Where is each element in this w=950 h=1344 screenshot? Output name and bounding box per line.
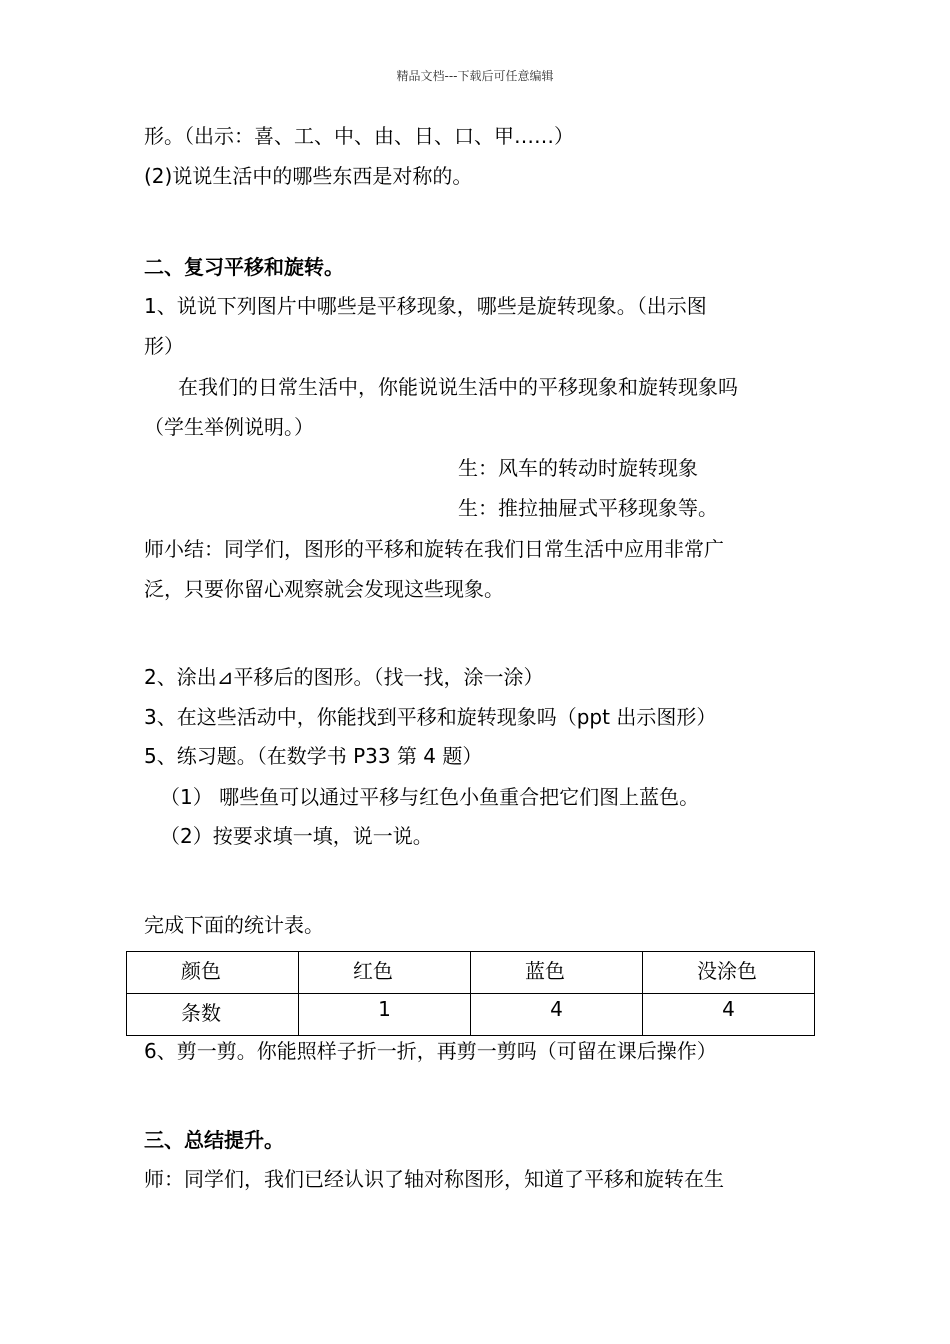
text-line: 泛，只要你留心观察就会发现这些现象。	[144, 577, 504, 601]
text-line: 在我们的日常生活中，你能说说生活中的平移现象和旋转现象吗	[178, 375, 738, 399]
statistics-table	[126, 951, 815, 1036]
text-line: （1） 哪些鱼可以通过平移与红色小鱼重合把它们图上蓝色。	[160, 785, 700, 809]
text-line: (2)说说生活中的哪些东西是对称的。	[144, 164, 473, 188]
text-line: 6、剪一剪。你能照样子折一折，再剪一剪吗（可留在课后操作）	[144, 1039, 717, 1063]
text-line: 2、涂出⊿平移后的图形。（找一找，涂一涂）	[144, 665, 544, 689]
text-line: （学生举例说明。）	[144, 415, 314, 439]
section-heading: 三、总结提升。	[144, 1128, 284, 1152]
table-cell: 蓝色	[471, 952, 643, 994]
text-line: 师：同学们，我们已经认识了轴对称图形，知道了平移和旋转在生	[144, 1167, 724, 1191]
table-cell: 没涂色	[643, 952, 815, 994]
table-caption: 完成下面的统计表。	[144, 913, 324, 937]
table-cell: 颜色	[127, 952, 299, 994]
text-line: 形）	[144, 334, 184, 358]
text-line: 师小结：同学们，图形的平移和旋转在我们日常生活中应用非常广	[144, 537, 724, 561]
table-cell: 条数	[127, 994, 299, 1036]
text-line: 形。（出示：喜、工、中、由、日、口、甲……）	[144, 124, 574, 148]
table-cell: 红色	[299, 952, 471, 994]
table-cell: 4	[471, 994, 643, 1036]
text-line: 5、练习题。（在数学书 P33 第 4 题）	[144, 744, 483, 768]
table-cell: 4	[643, 994, 815, 1036]
student-answer: 生：推拉抽屉式平移现象等。	[458, 496, 718, 520]
text-line: 1、说说下列图片中哪些是平移现象，哪些是旋转现象。（出示图	[144, 294, 707, 318]
text-line: （2）按要求填一填，说一说。	[160, 824, 433, 848]
table-row	[127, 994, 815, 1036]
page-header: 精品文档---下载后可任意编辑	[396, 69, 554, 83]
text-line: 3、在这些活动中，你能找到平移和旋转现象吗（ppt 出示图形）	[144, 705, 717, 729]
section-heading: 二、复习平移和旋转。	[144, 255, 344, 279]
table-cell: 1	[299, 994, 471, 1036]
student-answer: 生：风车的转动时旋转现象	[458, 456, 698, 480]
table-header-row	[127, 952, 815, 994]
